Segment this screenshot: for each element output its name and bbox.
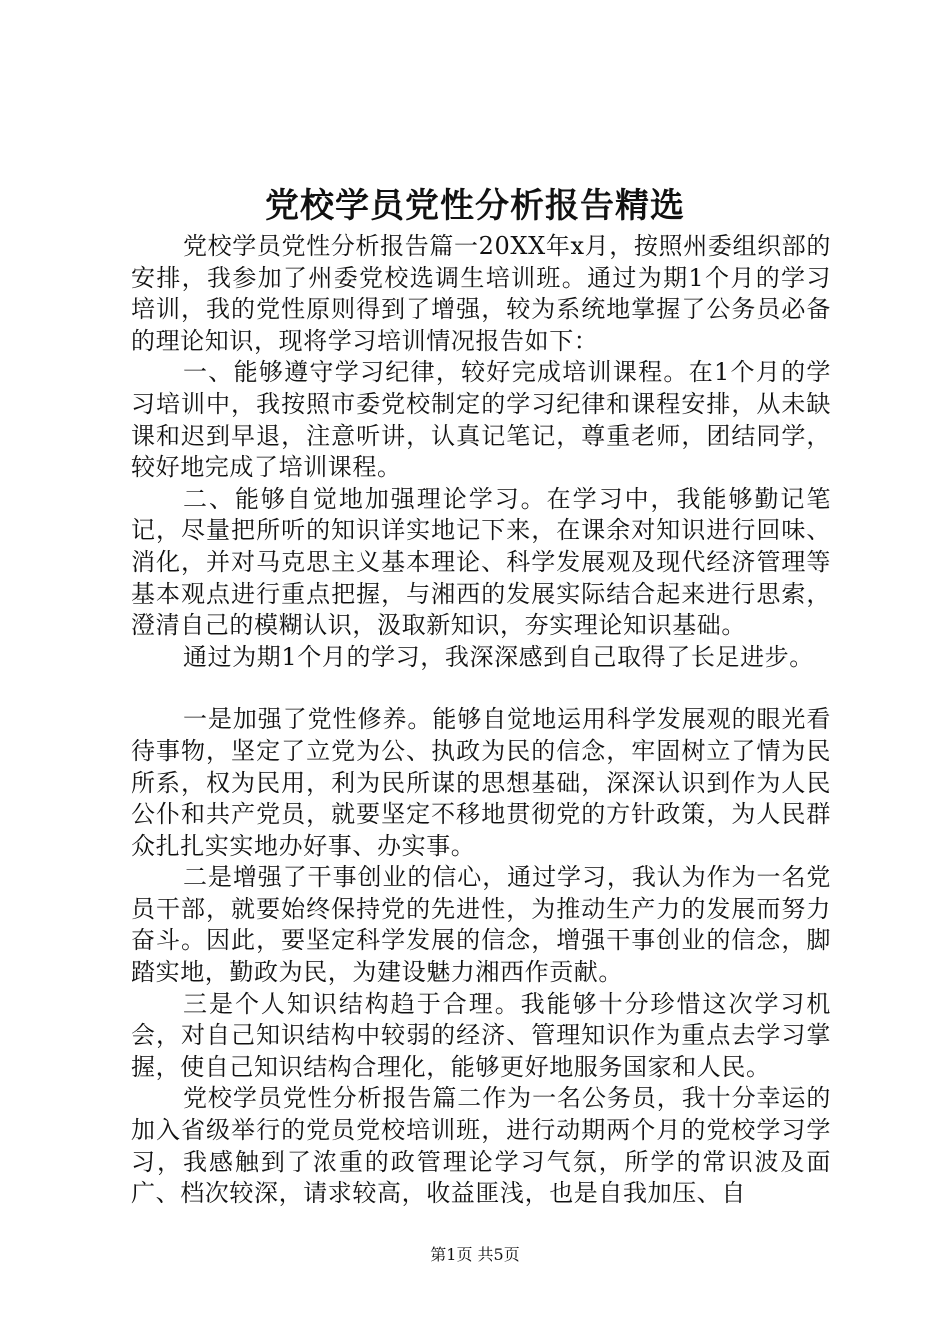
- paragraph-point-3: 三是个人知识结构趋于合理。我能够十分珍惜这次学习机会，对自己知识结构中较弱的经济、管理知识作为重点去学习掌握，使自己知识结构合理化，能够更好地服务国家和人民。: [131, 989, 831, 1081]
- paragraph-point-1: 一是加强了党性修养。能够自觉地运用科学发展观的眼光看待事物，坚定了立党为公、执政为民的信念，牢固树立了情为民所系，权为民用，利为民所谋的思想基础，深深认识到作为人民公仆和共产党员，就要坚定不移地贯彻党的方针政策，为人民群众扎扎实实地办好事、办实事。: [131, 705, 831, 860]
- paragraph-point-2: 二是增强了干事创业的信心，通过学习，我认为作为一名党员干部，就要始终保持党的先进性，为推动生产力的发展而努力奋斗。因此，要坚定科学发展的信念，增强干事创业的信念，脚踏实地，勤政为民，为建设魅力湘西作贡献。: [131, 863, 831, 987]
- document-title: 党校学员党性分析报告精选: [265, 186, 685, 226]
- document-body: [131, 231, 831, 1210]
- paragraph-spacer: [131, 673, 831, 704]
- paragraph-summary: 通过为期1个月的学习，我深深感到自己取得了长足进步。: [183, 642, 814, 671]
- page-number-footer: 第1页 共5页: [430, 1245, 520, 1264]
- paragraph-section-1: 一、能够遵守学习纪律，较好完成培训课程。在1个月的学习培训中，我按照市委党校制定的学习纪律和课程安排，从未缺课和迟到早退，注意听讲，认真记笔记，尊重老师，团结同学，较好地完成了培训课程。: [131, 358, 831, 482]
- paragraph-section-2: 二、能够自觉地加强理论学习。在学习中，我能够勤记笔记，尽量把所听的知识详实地记下来，在课余对知识进行回味、消化，并对马克思主义基本理论、科学发展观及现代经济管理等基本观点进行重点把握，与湘西的发展实际结合起来进行思索，澄清自己的模糊认识，汲取新知识，夯实理论知识基础。: [131, 484, 831, 640]
- paragraph-article-2: 党校学员党性分析报告篇二作为一名公务员，我十分幸运的加入省级举行的党员党校培训班，进行动期两个月的党校学习学习，我感触到了浓重的政管理论学习气氛，所学的常识波及面广、档次较深，请求较高，收益匪浅，也是自我加压、自: [131, 1084, 831, 1208]
- paragraph-intro: 党校学员党性分析报告篇一20XX年x月，按照州委组织部的安排，我参加了州委党校选调生培训班。通过为期1个月的学习培训，我的党性原则得到了增强，较为系统地掌握了公务员必备的理论知识，现将学习培训情况报告如下：: [131, 232, 831, 355]
